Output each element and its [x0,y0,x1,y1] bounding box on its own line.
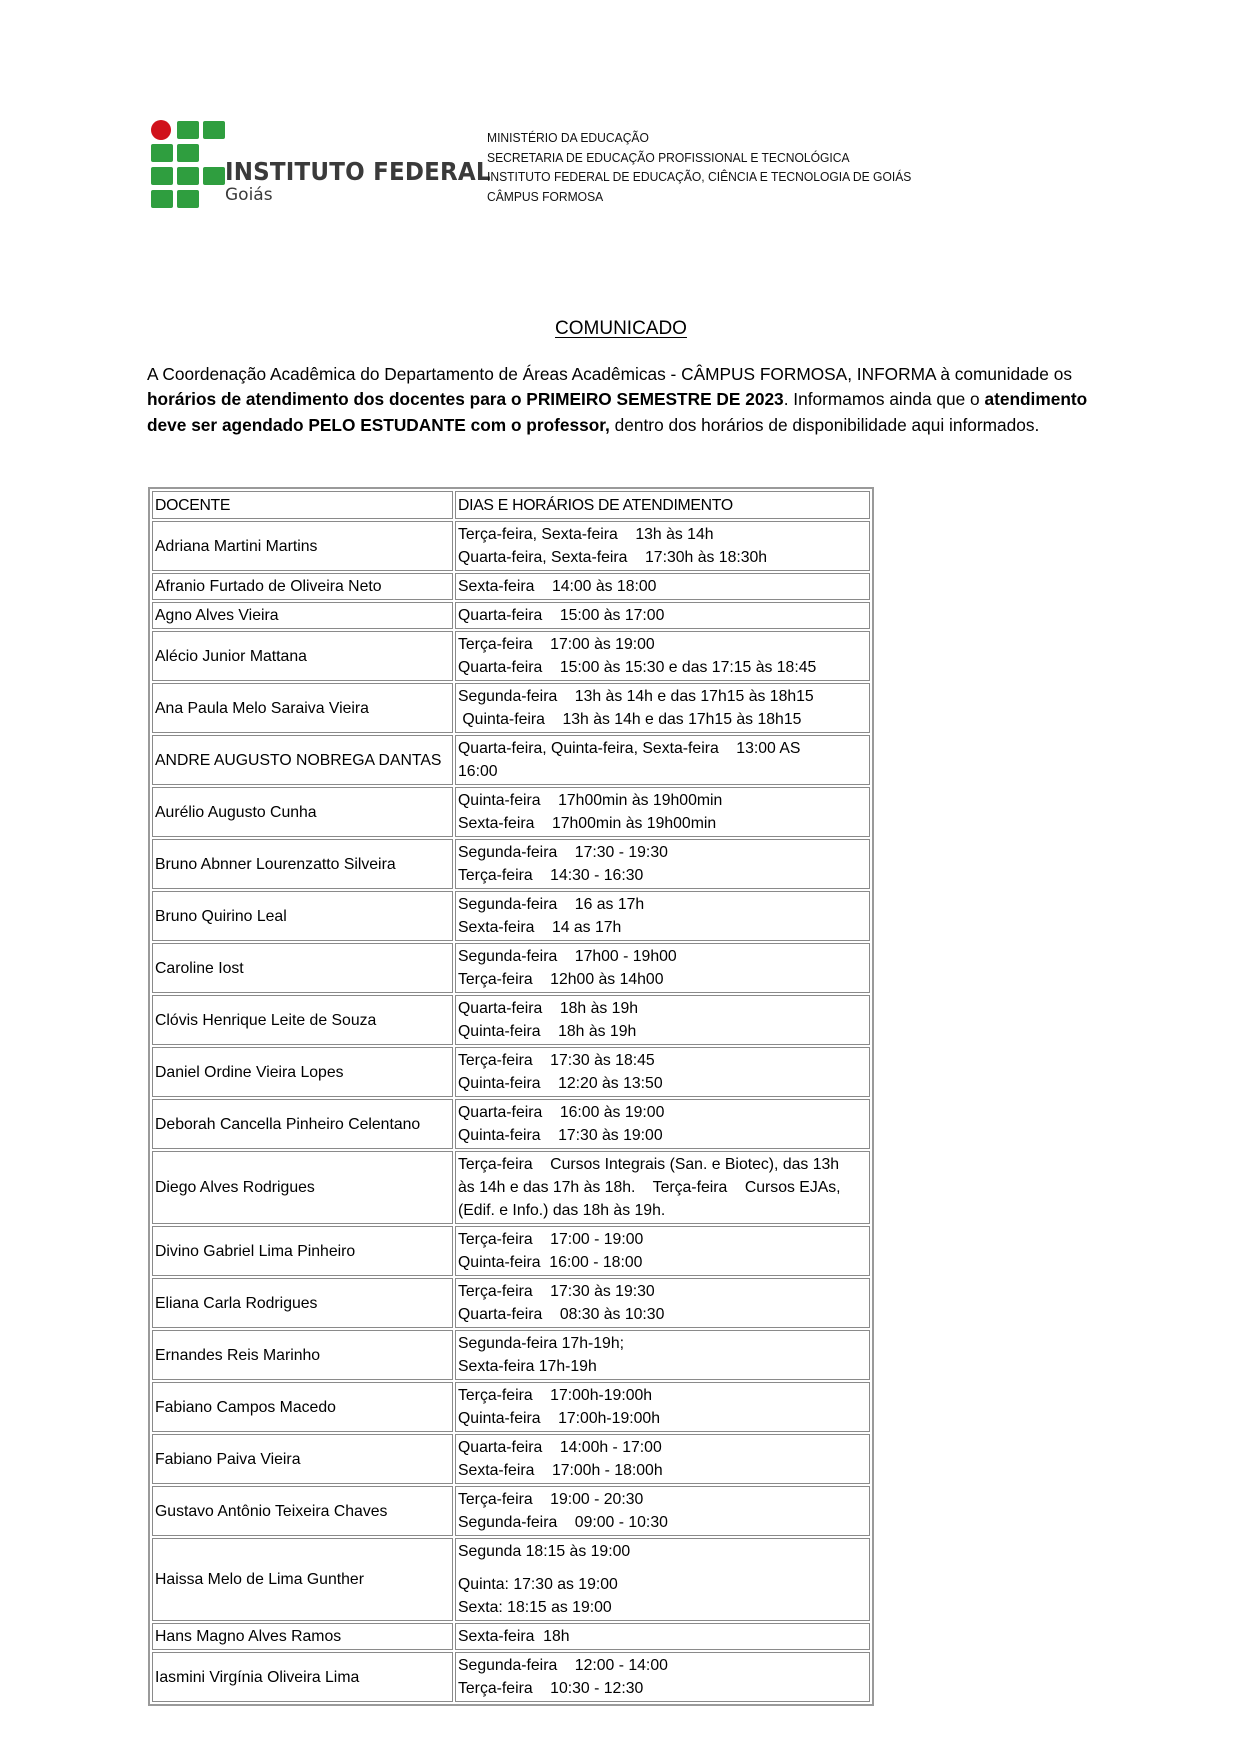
table-row [152,735,870,785]
docente-name: Alécio Junior Mattana [152,631,453,681]
table-row [152,1382,870,1432]
schedule-line: Quinta-feira 17:00h-19:00h [458,1410,660,1427]
schedule-line: Segunda-feira 17h-19h; [458,1335,624,1352]
schedule-line: Quinta-feira 17:30 às 19:00 [458,1127,663,1144]
schedule-line: Segunda-feira 17h00 - 19h00 [458,948,677,965]
schedule-line: Segunda-feira 13h às 14h e das 17h15 às 18h15 [458,688,814,705]
schedule-line: Quinta-feira 13h às 14h e das 17h15 às 18h15 [458,711,802,728]
intro-paragraph: A Coordenação Acadêmica do Departamento de Áreas Acadêmicas - CÂMPUS FORMOSA, INFORMA à comunidade os horários de atendimento dos docentes para o PRIMEIRO SEMESTRE DE 2023. Informamos ainda que o atendimento deve ser agendado PELO ESTUDANTE com o professor, dentro dos horários de disponibilidade aqui informados. [147,364,1088,435]
logo-sub: Goiás [225,185,273,205]
schedule-line: Terça-feira 17:30 às 18:45 [458,1052,655,1069]
schedule-line: Terça-feira 17:00 às 19:00 [458,636,655,653]
table-row [152,891,870,941]
table-header-row [152,491,870,519]
document-header [151,121,971,213]
docente-name: Bruno Quirino Leal [152,891,453,941]
schedule-line: 16:00 [458,763,498,780]
schedule-cell [455,943,870,993]
schedule-cell [455,1151,870,1224]
schedule-line: Quinta-feira 18h às 19h [458,1023,637,1040]
schedule-cell [455,1278,870,1328]
docente-name: Adriana Martini Martins [152,521,453,571]
schedule-line: Quarta-feira, Sexta-feira 17:30h às 18:30h [458,549,768,566]
header-schedule: DIAS E HORÁRIOS DE ATENDIMENTO [455,491,870,519]
schedule-line: Quinta: 17:30 as 19:00 [458,1576,618,1593]
institution-line: CÂMPUS FORMOSA [487,188,604,204]
schedule-cell [455,1486,870,1536]
schedule-cell [455,839,870,889]
schedule-line [458,1563,867,1573]
schedule-cell [455,1047,870,1097]
schedule-line: Terça-feira 17:00 - 19:00 [458,1231,644,1248]
table-row [152,1538,870,1621]
schedule-cell [455,602,870,629]
schedule-cell [455,891,870,941]
schedule-line: Segunda 18:15 às 19:00 [458,1543,631,1560]
schedule-cell [455,631,870,681]
schedule-line: Terça-feira 17:30 às 19:30 [458,1283,655,1300]
schedule-line: Quinta-feira 16:00 - 18:00 [458,1254,643,1271]
docente-name: Fabiano Paiva Vieira [152,1434,453,1484]
institution-line: INSTITUTO FEDERAL DE EDUCAÇÃO, CIÊNCIA E TECNOLOGIA DE GOIÁS [487,169,912,184]
schedule-line: Sexta-feira 17h00min às 19h00min [458,815,717,832]
schedule-line: Quinta-feira 12:20 às 13:50 [458,1075,663,1092]
schedule-cell [455,995,870,1045]
document-title: COMUNICADO [555,318,687,339]
schedule-line: (Edif. e Info.) das 18h às 19h. [458,1202,666,1219]
schedule-cell [455,521,870,571]
table-row [152,1099,870,1149]
schedule-cell [455,1226,870,1276]
institution-line: SECRETARIA DE EDUCAÇÃO PROFISSIONAL E TECNOLÓGICA [487,149,850,165]
schedule-line: Sexta-feira 17h-19h [458,1358,597,1375]
schedule-line: Terça-feira 17:00h-19:00h [458,1387,653,1404]
schedule-line: Segunda-feira 12:00 - 14:00 [458,1657,668,1674]
schedule-line: Sexta: 18:15 as 19:00 [458,1599,612,1616]
docente-name: Aurélio Augusto Cunha [152,787,453,837]
docente-name: Hans Magno Alves Ramos [152,1623,453,1650]
institution-lines [487,128,943,206]
schedule-line: Segunda-feira 09:00 - 10:30 [458,1514,668,1531]
schedule-line: Sexta-feira 18h [458,1628,570,1645]
schedule-line: Sexta-feira 14:00 às 18:00 [458,578,657,595]
table-row [152,1434,870,1484]
schedule-cell [455,1623,870,1650]
table-row [152,631,870,681]
table-row [152,1623,870,1650]
schedule-line: Quarta-feira 15:00 às 15:30 e das 17:15 às 18:45 [458,659,817,676]
schedule-cell [455,1330,870,1380]
docente-name: Haissa Melo de Lima Gunther [152,1538,453,1621]
schedule-table [148,487,874,1706]
table-row [152,683,870,733]
docente-name: Ernandes Reis Marinho [152,1330,453,1380]
header-docente: DOCENTE [152,491,453,519]
schedule-line: Terça-feira 12h00 às 14h00 [458,971,664,988]
schedule-line: Quarta-feira 18h às 19h [458,1000,639,1017]
table-row [152,1330,870,1380]
docente-name: Fabiano Campos Macedo [152,1382,453,1432]
docente-name: Diego Alves Rodrigues [152,1151,453,1224]
schedule-cell [455,573,870,600]
docente-name: Clóvis Henrique Leite de Souza [152,995,453,1045]
schedule-cell [455,683,870,733]
logo-text [225,159,514,205]
schedule-cell [455,1538,870,1621]
schedule-line: Segunda-feira 16 as 17h [458,896,645,913]
schedule-line: Quarta-feira 14:00h - 17:00 [458,1439,662,1456]
schedule-line: Quarta-feira 16:00 às 19:00 [458,1104,665,1121]
schedule-cell [455,735,870,785]
docente-name: Bruno Abnner Lourenzatto Silveira [152,839,453,889]
schedule-cell [455,1652,870,1702]
docente-name: Daniel Ordine Vieira Lopes [152,1047,453,1097]
table-row [152,1278,870,1328]
schedule-cell [455,1382,870,1432]
schedule-line: Sexta-feira 17:00h - 18:00h [458,1462,663,1479]
table-row [152,602,870,629]
docente-name: Caroline Iost [152,943,453,993]
table-row [152,1486,870,1536]
table-row [152,839,870,889]
docente-name: Gustavo Antônio Teixeira Chaves [152,1486,453,1536]
table-row [152,995,870,1045]
docente-name: Divino Gabriel Lima Pinheiro [152,1226,453,1276]
schedule-line: Quarta-feira 08:30 às 10:30 [458,1306,665,1323]
docente-name: Agno Alves Vieira [152,602,453,629]
schedule-line: Quinta-feira 17h00min às 19h00min [458,792,723,809]
docente-name: Ana Paula Melo Saraiva Vieira [152,683,453,733]
table-row [152,1652,870,1702]
schedule-cell [455,1099,870,1149]
table-row [152,521,870,571]
logo-name: INSTITUTO FEDERAL [225,157,491,186]
table-row [152,787,870,837]
schedule-cell [455,1434,870,1484]
docente-name: Afranio Furtado de Oliveira Neto [152,573,453,600]
schedule-cell [455,787,870,837]
schedule-line: Segunda-feira 17:30 - 19:30 [458,844,668,861]
docente-name: ANDRE AUGUSTO NOBREGA DANTAS [152,735,453,785]
table-row [152,943,870,993]
table-row [152,1226,870,1276]
schedule-line: às 14h e das 17h às 18h. Terça-feira Cursos EJAs, [458,1179,841,1196]
docente-name: Eliana Carla Rodrigues [152,1278,453,1328]
schedule-line: Terça-feira 14:30 - 16:30 [458,867,644,884]
schedule-line: Quarta-feira, Quinta-feira, Sexta-feira 13:00 AS [458,740,801,757]
schedule-line: Sexta-feira 14 as 17h [458,919,622,936]
table-row [152,573,870,600]
table-row [152,1047,870,1097]
schedule-line: Terça-feira 10:30 - 12:30 [458,1680,644,1697]
schedule-line: Terça-feira 19:00 - 20:30 [458,1491,644,1508]
docente-name: Iasmini Virgínia Oliveira Lima [152,1652,453,1702]
schedule-line: Terça-feira, Sexta-feira 13h às 14h [458,526,714,543]
schedule-line: Quarta-feira 15:00 às 17:00 [458,607,665,624]
logo-red-dot [151,120,171,140]
table-row [152,1151,870,1224]
schedule-line: Terça-feira Cursos Integrais (San. e Biotec), das 13h [458,1156,840,1173]
institution-line: MINISTÉRIO DA EDUCAÇÃO [487,130,649,145]
docente-name: Deborah Cancella Pinheiro Celentano [152,1099,453,1149]
